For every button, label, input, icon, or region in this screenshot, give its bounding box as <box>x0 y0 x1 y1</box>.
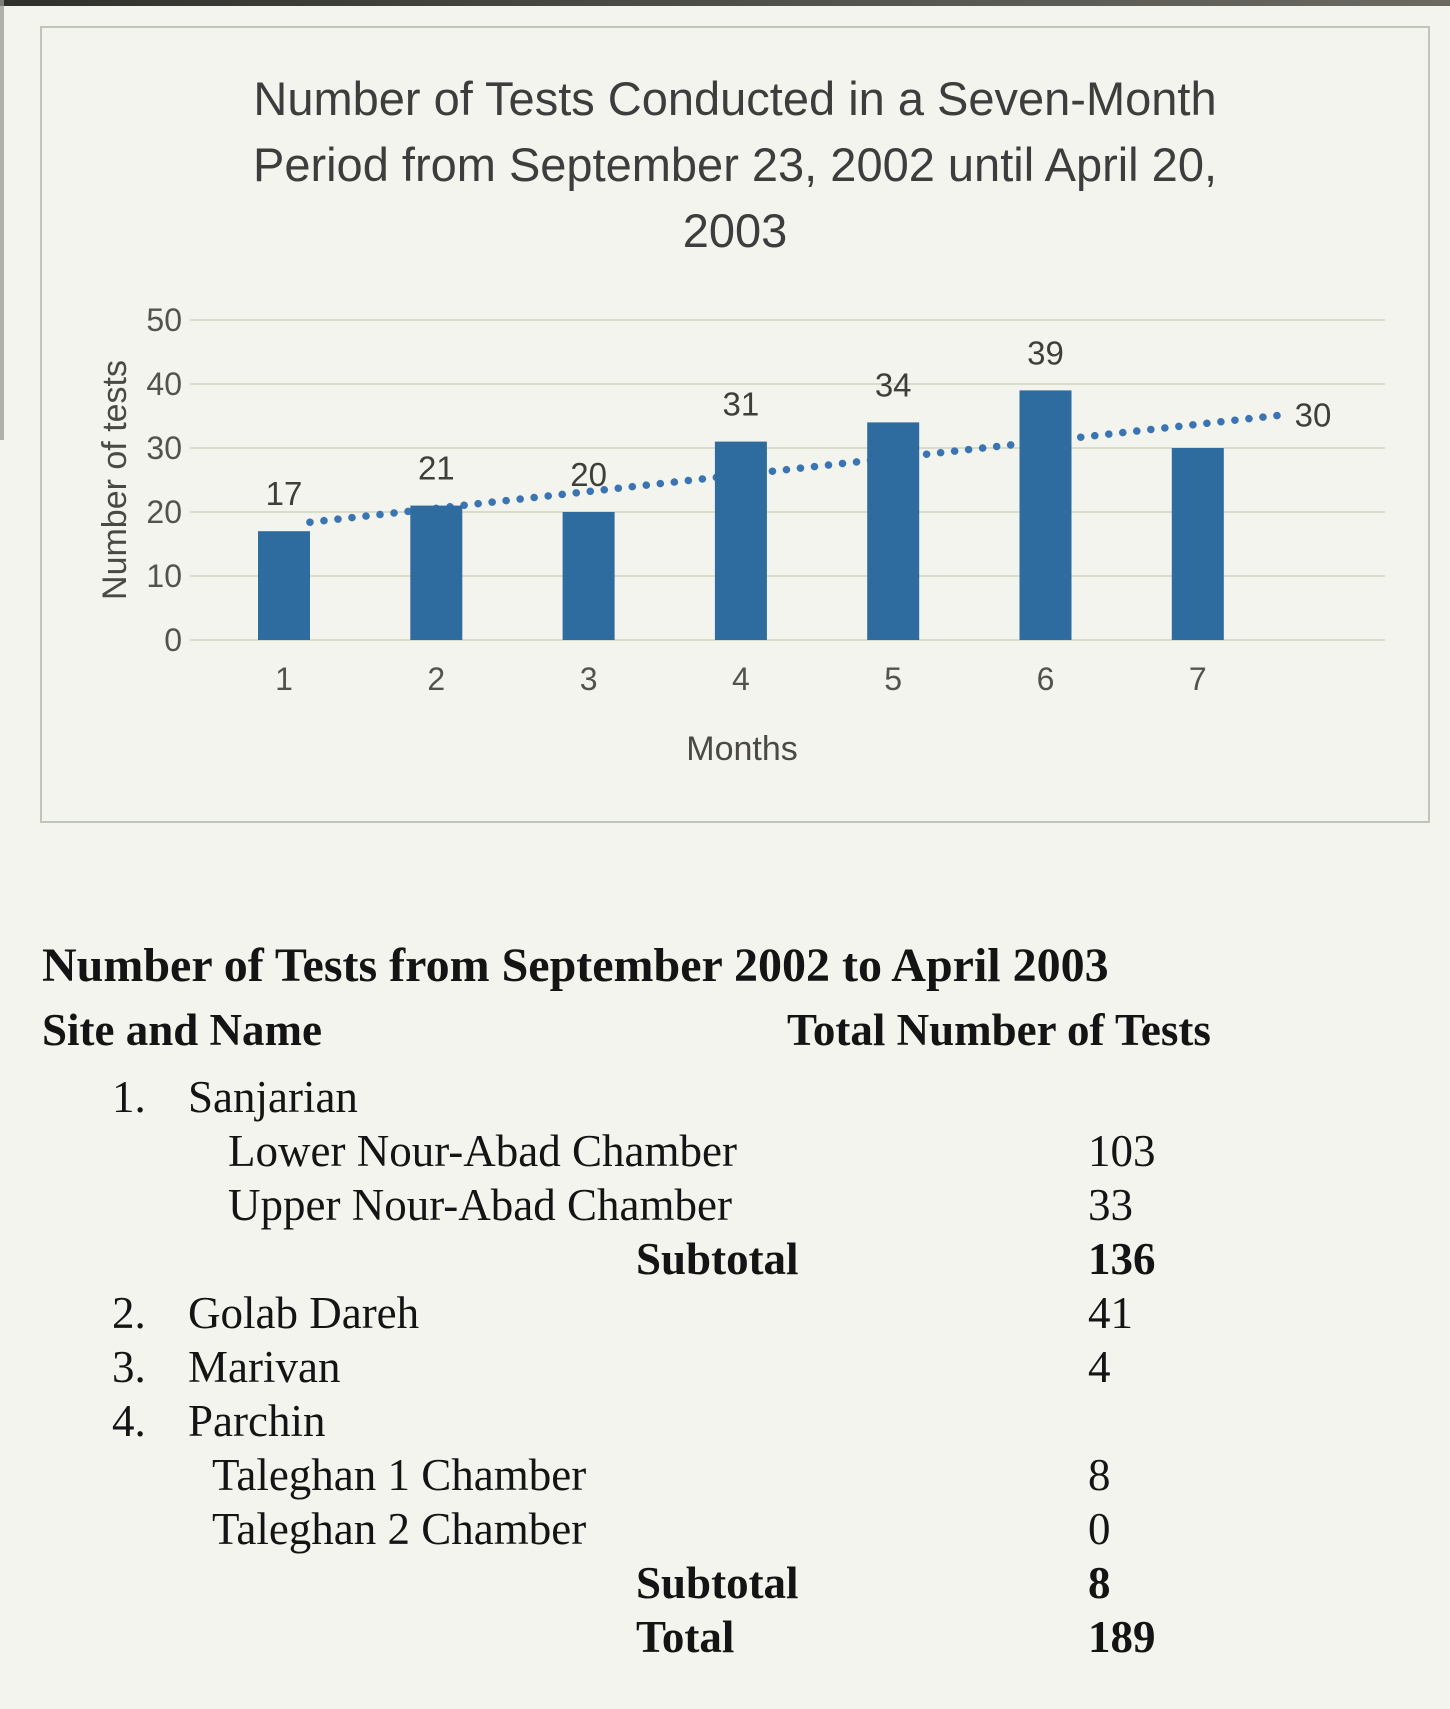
chart-panel <box>40 26 1430 823</box>
row-label: Taleghan 2 Chamber <box>212 1504 587 1554</box>
row-value: 0 <box>1088 1504 1111 1554</box>
table-row <box>42 1124 1412 1178</box>
row-number: 4. <box>112 1396 146 1446</box>
scan-edge-top <box>0 0 1450 6</box>
bar <box>258 531 310 640</box>
x-tick-label: 2 <box>427 661 446 697</box>
row-value: 33 <box>1088 1180 1133 1230</box>
bar <box>867 422 919 640</box>
column-header-tests: Total Number of Tests <box>787 1005 1211 1055</box>
x-axis-label: Months <box>686 730 798 768</box>
chart-title <box>42 66 1428 264</box>
table-rows <box>42 1070 1412 1664</box>
row-label: Taleghan 1 Chamber <box>212 1450 587 1500</box>
x-tick-label: 1 <box>275 661 293 697</box>
row-number: 1. <box>112 1072 146 1122</box>
table-column-headers <box>42 1003 1412 1058</box>
row-value: 8 <box>1088 1450 1111 1500</box>
chart-title-line: 2003 <box>682 204 788 257</box>
table-row <box>42 1448 1412 1502</box>
row-label: Lower Nour-Abad Chamber <box>228 1126 737 1176</box>
table-row <box>42 1610 1412 1664</box>
bar-value-label: 21 <box>417 449 455 487</box>
bar-value-label: 30 <box>1294 396 1332 434</box>
row-number: 3. <box>112 1342 146 1392</box>
row-value: 189 <box>1088 1612 1156 1662</box>
chart-title-line: Period from September 23, 2002 until April 20, <box>252 138 1218 191</box>
row-value: 4 <box>1088 1342 1111 1392</box>
x-tick-label: 6 <box>1036 661 1055 697</box>
table-row <box>42 1502 1412 1556</box>
report-heading: Number of Tests from September 2002 to April 2003 <box>42 939 1109 992</box>
bar-value-label: 20 <box>570 456 607 493</box>
report-section <box>42 938 1412 1664</box>
table-row <box>42 1556 1412 1610</box>
scan-edge-left <box>0 0 4 440</box>
row-label: Parchin <box>188 1396 326 1446</box>
bar <box>1020 390 1072 640</box>
bar-value-label: 39 <box>1027 334 1064 372</box>
row-value: 41 <box>1088 1288 1133 1338</box>
row-label: Sanjarian <box>188 1072 358 1122</box>
table-row <box>42 1178 1412 1232</box>
table-row <box>42 1232 1412 1286</box>
row-label: Subtotal <box>636 1558 799 1608</box>
row-label: Subtotal <box>636 1234 799 1284</box>
y-tick-label: 40 <box>146 366 182 402</box>
row-value: 8 <box>1088 1558 1111 1608</box>
bar-value-label: 17 <box>265 475 303 513</box>
bar-value-label: 31 <box>722 385 760 423</box>
bar <box>1172 448 1224 640</box>
bar <box>410 506 462 640</box>
row-label: Marivan <box>188 1342 341 1392</box>
row-number: 2. <box>112 1288 146 1338</box>
table-row <box>42 1340 1412 1394</box>
y-tick-label: 0 <box>164 622 182 658</box>
row-label: Upper Nour-Abad Chamber <box>228 1180 732 1230</box>
table-row <box>42 1070 1412 1124</box>
bar <box>563 512 615 640</box>
x-tick-label: 5 <box>884 661 903 697</box>
row-label: Golab Dareh <box>188 1288 420 1338</box>
y-tick-label: 30 <box>146 430 182 466</box>
bar <box>715 442 767 640</box>
row-value: 136 <box>1088 1234 1156 1284</box>
column-header-site: Site and Name <box>42 1005 322 1055</box>
table-row <box>42 1286 1412 1340</box>
y-tick-label: 50 <box>146 302 182 338</box>
y-axis-label: Number of tests <box>96 360 134 600</box>
bar-value-label: 34 <box>874 366 912 404</box>
row-label: Total <box>636 1612 735 1662</box>
x-tick-label: 7 <box>1188 661 1207 697</box>
x-tick-label: 3 <box>579 661 598 697</box>
y-tick-label: 20 <box>146 494 182 530</box>
chart-title-line: Number of Tests Conducted in a Seven-Month <box>253 72 1217 125</box>
y-tick-label: 10 <box>146 558 182 594</box>
x-tick-label: 4 <box>732 661 750 697</box>
row-value: 103 <box>1088 1126 1156 1176</box>
table-row <box>42 1394 1412 1448</box>
